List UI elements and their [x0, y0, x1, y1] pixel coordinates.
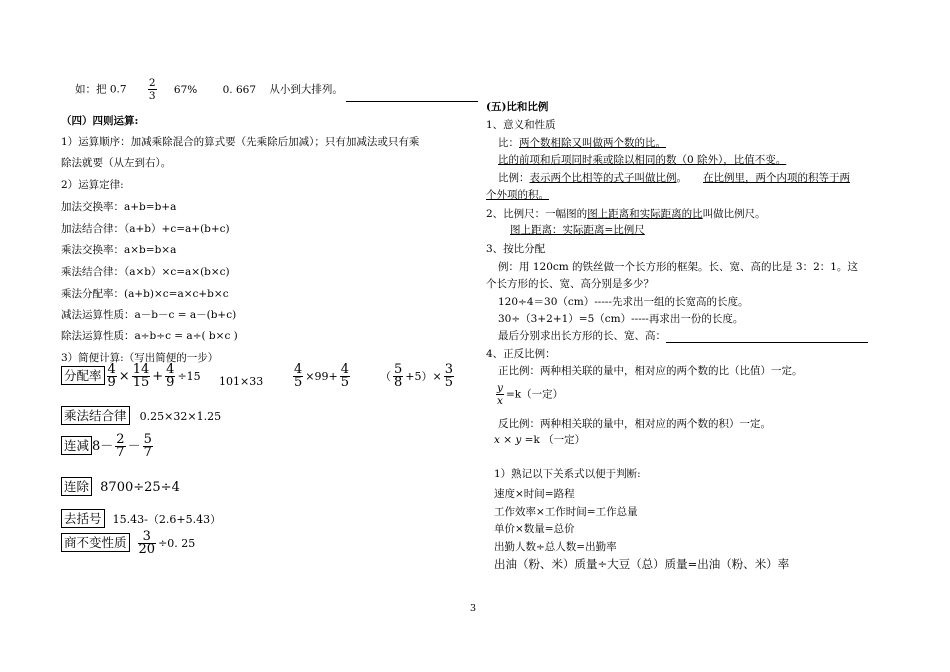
ordering-suffix: 从小到大排列。 [269, 83, 343, 96]
relation-item: 出勤人数÷总人数=出勤率 [494, 541, 617, 553]
ordering-value-decimal: 0. 667 [222, 83, 257, 96]
example-remove-brackets: 去括号 15.43-（2.6+5.43） [61, 509, 221, 528]
fraction: $\frac{4}{9}$ [107, 362, 116, 390]
law-item: 加法交换率：a+b=b+a [61, 201, 177, 213]
fraction: $\frac{5}{8}$ [394, 362, 403, 390]
label-box-subtraction: 连减 [61, 436, 92, 455]
example-consecutive-division: 连除 8700÷25÷4 [61, 477, 180, 496]
label-box-associative: 乘法结合律 [61, 406, 130, 425]
ordering-fraction: $\frac{2}{3}$ [148, 77, 156, 102]
ordering-value-percent: 67% [173, 83, 198, 96]
scale-definition: 2、比例尺：一幅图的图上距离和实际距离的比叫做比例尺。 [486, 208, 766, 220]
label-box-brackets: 去括号 [61, 509, 105, 528]
direct-proportion-formula: $\frac{y}{x}$ =k（一定） [497, 382, 564, 407]
label-box-distributive: 分配率 [61, 366, 105, 385]
fraction: $\frac{y}{x}$ [497, 382, 503, 407]
fraction: $\frac{14}{15}$ [132, 362, 150, 390]
fraction: $\frac{3}{20}$ [138, 529, 156, 557]
law-item: 乘法分配率：(a+b)×c=a×c+b×c [61, 288, 229, 300]
example-step3: 最后分别求出长方形的长、宽、高： [498, 329, 868, 343]
answer-blank [666, 342, 868, 343]
relation-item: 单价×数量=总价 [494, 523, 575, 535]
law-item: 乘法结合律：（a×b）×c=a×(b×c) [61, 266, 230, 278]
fraction: $\frac{5}{7}$ [143, 432, 152, 460]
example-bracket: （ $\frac{5}{8}$ +5）× $\frac{3}{5}$ [380, 362, 453, 390]
law-item: 除法运算性质：a÷b÷c = a÷( b×c ) [61, 330, 238, 342]
example-line2: 个长方形的长、宽、高分别是多少？ [486, 278, 654, 290]
law-item: 减法运算性质：a－b－c = a－(b+c) [61, 309, 237, 321]
rule-laws-heading: 2）运算定律: [61, 179, 124, 191]
fraction: $\frac{4}{5}$ [340, 362, 349, 390]
example-associative: 乘法结合律 0.25×32×1.25 [61, 406, 221, 425]
relation-item: 速度×时间=路程 [494, 488, 575, 500]
distribution-heading: 3、按比分配 [486, 243, 546, 255]
label-box-quotient: 商不变性质 [61, 533, 130, 552]
law-item: 加法结合律：（a+b）+c=a+(b+c) [61, 223, 230, 235]
scale-formula: 图上距离：实际距离=比例尺 [510, 224, 645, 236]
section-four-heading: （四）四则运算: [61, 115, 139, 127]
example-quotient-invariance: 商不变性质 $\frac{3}{20}$ ÷0. 25 [61, 531, 195, 556]
section-five-heading: (五)比和比例 [486, 101, 549, 113]
proportion-property-cont: 个外项的积。 [486, 189, 549, 201]
ordering-answer-blank [346, 101, 478, 102]
simplify-heading: 3）简便计算:（写出简便的一步） [61, 352, 219, 364]
ratio-property: 比的前项和后项同时乘或除以相同的数（0 除外），比值不变。 [498, 154, 787, 166]
example-line1: 例：用 120cm 的铁丝做一个长方形的框架。长、宽、高的比是 3：2：1。这 [498, 261, 858, 273]
example-101x33: 101×33 [219, 375, 264, 388]
rule-order-line2: 除法就要（从左到右）。 [61, 157, 172, 169]
inverse-proportion-formula: x × y =k （一定） [494, 434, 586, 446]
direct-proportion: 正比例：两种相关联的量中，相对应的两个数的比（比值）一定。 [498, 365, 803, 377]
example-consecutive-subtraction: 连减 8－ $\frac{2}{7}$ － $\frac{5}{7}$ [61, 434, 155, 459]
page-number: 3 [470, 603, 477, 614]
law-item: 乘法交换率：a×b=b×a [61, 244, 177, 256]
inverse-proportion: 反比例：两种相关联的量中，相对应的两个数的积）一定。 [498, 418, 771, 430]
example-step2: 30÷（3+2+1）=5（cm）-----再求出一份的长度。 [498, 313, 744, 325]
example-distributive: 分配率 $\frac{4}{9}$ × $\frac{14}{15}$ + $\frac{4}{9}$ ÷15 [61, 364, 201, 389]
fraction: $\frac{2}{7}$ [116, 432, 125, 460]
fraction: $\frac{3}{5}$ [444, 362, 453, 390]
relation-item-oil: 出油（粉、米）质量÷大豆（总）质量=出油（粉、米）率 [494, 557, 790, 571]
example-step1: 120÷4＝30（cm）-----先求出一组的长宽高的长度。 [498, 296, 749, 308]
label-box-division: 连除 [61, 477, 92, 496]
fraction: $\frac{4}{5}$ [294, 362, 303, 390]
memorize-heading: 1）熟记以下关系式以便于判断: [494, 468, 641, 480]
rule-order-line1: 1）运算顺序：加减乘除混合的算式要（先乘除后加减）；只有加减法或只有乘 [61, 136, 420, 148]
fraction: $\frac{4}{9}$ [166, 362, 175, 390]
ratio-definition: 比：两个数相除又叫做两个数的比。 [498, 137, 666, 149]
ordering-prefix: 如：把 0.7 [75, 83, 127, 96]
meaning-heading: 1、意义和性质 [486, 119, 556, 131]
ordering-question [75, 77, 478, 102]
proportion-definition: 比例：表示两个比相等的式子叫做比例。 在比例里，两个内项的积等于两 [498, 172, 850, 184]
proportionality-heading: 4、正反比例： [486, 348, 556, 360]
example-4-5x99: $\frac{4}{5}$ ×99+ $\frac{4}{5}$ [294, 362, 349, 390]
relation-item: 工作效率×工作时间=工作总量 [494, 506, 638, 518]
